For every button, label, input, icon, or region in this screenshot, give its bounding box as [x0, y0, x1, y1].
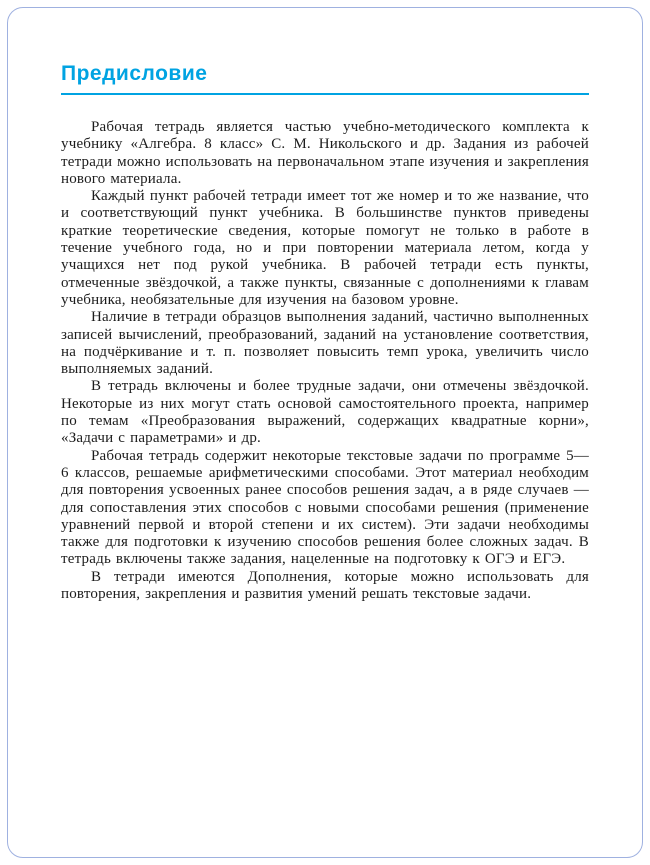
page-content-area — [61, 62, 589, 603]
paragraph: В тетради имеются Дополнения, которые можно использовать для повторения, закрепления и развития умений решать текстовые задачи. — [61, 568, 589, 603]
heading-rule — [61, 93, 589, 95]
preface-text — [61, 119, 589, 603]
paragraph: Наличие в тетради образцов выполнения заданий, частично выполненных записей вычислений, преобразований, заданий на установление соответствия, на подчёркивание и т. п. позволяет повысить темп урока, увеличить число выполняемых заданий. — [61, 309, 589, 378]
paragraph: В тетрадь включены и более трудные задачи, они отмечены звёздочкой. Некоторые из них могут стать основой самостоятельного проекта, например по темам «Преобразования выражений, содержащих квадратные корни», «Задачи с параметрами» и др. — [61, 378, 589, 447]
preface-heading: Предисловие — [61, 62, 208, 85]
paragraph: Рабочая тетрадь является частью учебно-методического комплекта к учебнику «Алгебра. 8 класс» С. М. Никольского и др. Задания из рабочей тетради можно использовать на первоначальном этапе изучения и закрепления нового материала. — [61, 119, 589, 187]
paragraph: Рабочая тетрадь содержит некоторые текстовые задачи по программе 5—6 классов, решаемые арифметическими способами. Этот материал необходим для повторения усвоенных ранее способов решения задач, а в ряде случаев — для сопоставления этих способов с новыми способами решения (применение уравнений первой и второй степени и их систем). Эти задачи необходимы также для подготовки к изучению способов решения более сложных задач. В тетрадь включены также задания, нацеленные на подготовку к ОГЭ и ЕГЭ. — [61, 447, 589, 568]
paragraph: Каждый пункт рабочей тетради имеет тот же номер и то же название, что и соответствующий пункт учебника. В большинстве пунктов приведены краткие теоретические сведения, которые помогут не только в работе в течение учебного года, но и при повторении материала летом, когда у учащихся нет под рукой учебника. В рабочей тетради есть пункты, отмеченные звёздочкой, а также пункты, связанные с дополнениями к главам учебника, необязательные для изучения на базовом уровне. — [61, 188, 589, 308]
